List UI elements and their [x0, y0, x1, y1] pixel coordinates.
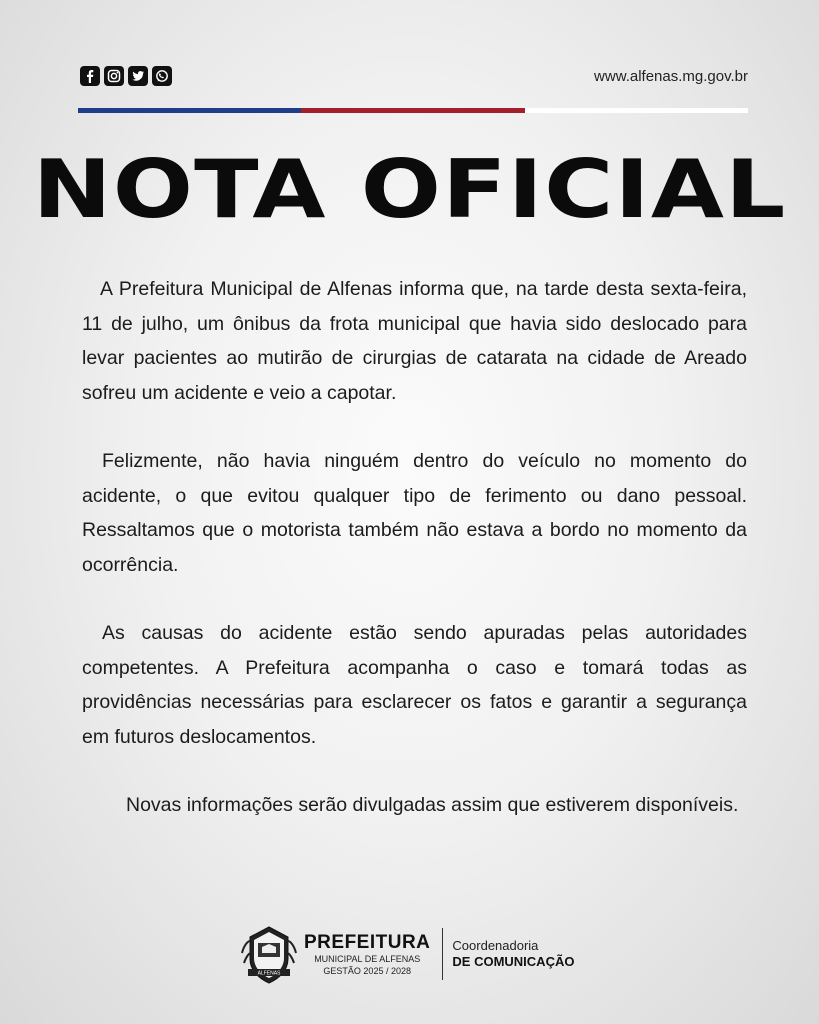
facebook-icon[interactable] [80, 66, 100, 86]
municipal-label: MUNICIPAL DE ALFENAS [314, 953, 421, 964]
page-title: NOTA OFICIAL [32, 143, 787, 236]
header-stripe [78, 108, 748, 113]
footer-divider [442, 928, 443, 980]
stripe-blue [78, 108, 301, 113]
gestao-label: GESTÃO 2025 / 2028 [323, 965, 411, 976]
comunicacao-label: DE COMUNICAÇÃO [452, 954, 575, 969]
coordenadoria-block [452, 938, 574, 969]
social-icons [80, 66, 172, 86]
whatsapp-icon[interactable] [152, 66, 172, 86]
crest-label: ALFENAS [257, 970, 281, 977]
coordenadoria-label: Coordenadoria [452, 938, 539, 954]
website-url[interactable]: www.alfenas.mg.gov.br [594, 68, 748, 85]
stripe-white [525, 108, 748, 113]
note-body [82, 272, 747, 857]
paragraph: A Prefeitura Municipal de Alfenas informa que, na tarde desta sexta-feira, 11 de julho, um ônibus da frota municipal que havia sido deslocado para levar pacientes ao mutirão de cirurgias de catarata na cidade de Areado sofreu um acidente e veio a capotar. [82, 278, 747, 404]
city-crest-icon [240, 923, 298, 985]
prefeitura-label: PREFEITURA [304, 931, 431, 953]
stripe-red [301, 108, 524, 113]
paragraph: Felizmente, não havia ninguém dentro do veículo no momento do acidente, o que evitou qualquer tipo de ferimento ou dano pessoal. Ressaltamos que o motorista também não estava a bordo no momento da ocorrência. [82, 450, 747, 576]
paragraph: Novas informações serão divulgadas assim que estiverem disponíveis. [126, 794, 739, 816]
twitter-icon[interactable] [128, 66, 148, 86]
instagram-icon[interactable] [104, 66, 124, 86]
prefeitura-wordmark [304, 933, 430, 976]
footer-logo [240, 922, 574, 986]
paragraph: As causas do acidente estão sendo apuradas pelas autoridades competentes. A Prefeitura acompanha o caso e tomará todas as providências necessárias para esclarecer os fatos e garantir a segurança em futuros deslocamentos. [82, 622, 747, 748]
